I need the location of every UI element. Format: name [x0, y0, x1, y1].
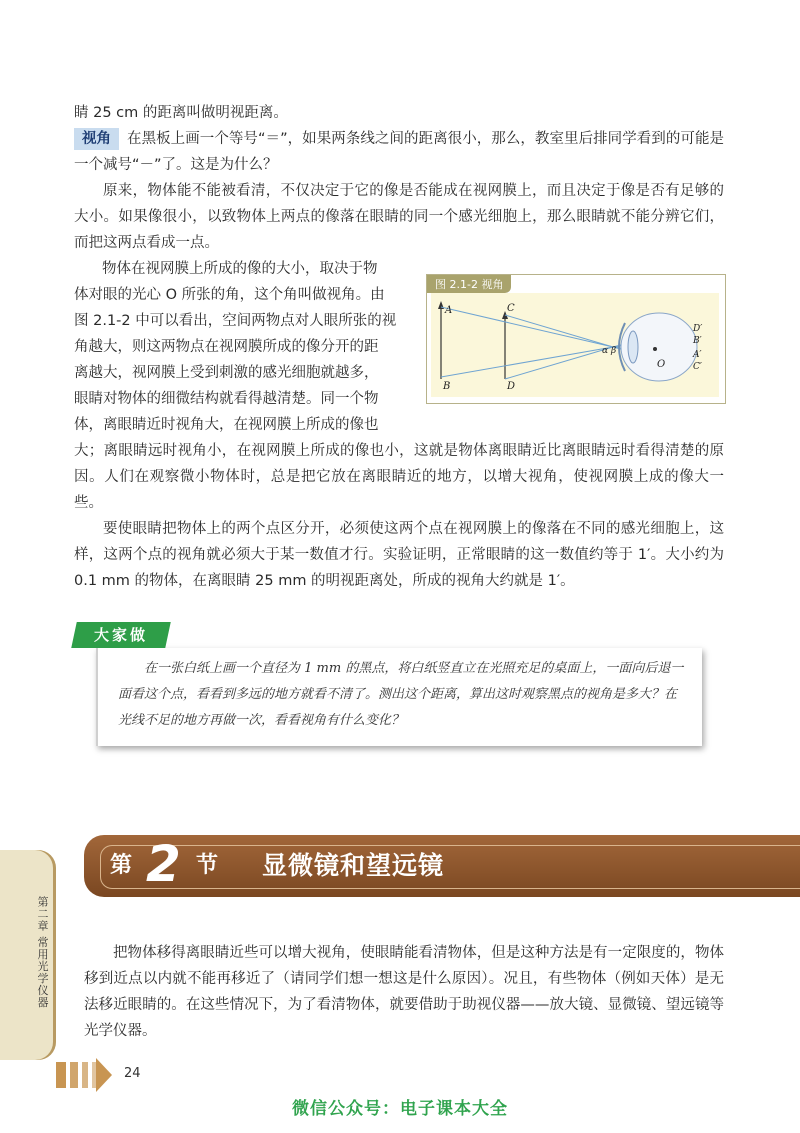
para2-line: 离越大，视网膜上受到刺激的感光细胞就越多， — [74, 365, 379, 381]
label-C: C — [507, 303, 515, 314]
para2-line: 角越大，则这两物点在视网膜所成的像分开的距 — [74, 339, 379, 355]
section-intro: 把物体移得离眼睛近些可以增大视角，使眼睛能看清物体，但是这种方法是有一定限度的，物体移到近点以内就不能再移近了（请同学们想一想这是什么原因）。况且，有些物体（例如天体）是无法移近眼睛的。在这些情况下，为了看清物体，就要借助于助视仪器——放大镜、显微镜、望远镜等光学仪器。 — [84, 945, 724, 1039]
paragraph-2-tail: 大；离眼睛远时视角小，在视网膜上所成的像也小，这就是物体离眼睛近比离眼睛远时看得清楚的原因。人们在观察微小物体时，总是把它放在离眼睛近的地方，以增大视角，使视网膜上成的像大一些。 — [74, 443, 724, 511]
paragraph-1: 原来，物体能不能被看清，不仅决定于它的像是否能成在视网膜上，而且决定于像是否有足够的大小。如果像很小，以致物体上两点的像落在眼睛的同一个感光细胞上，那么眼睛就不能分辨它们，而把这两点看成一点。 — [74, 183, 724, 251]
page-arrow-icon — [96, 1058, 112, 1092]
top-line: 睛 25 cm 的距离叫做明视距离。 — [74, 105, 288, 121]
section-jie: 节 — [196, 853, 219, 878]
para2-line: 体，离眼睛近时视角大，在视网膜上所成的像也 — [74, 417, 379, 433]
term-text: 在黑板上画一个等号“＝”，如果两条线之间的距离很小，那么，教室里后排同学看到的可能是一个减号“－”了。这是为什么？ — [74, 131, 724, 173]
activity-text: 在一张白纸上画一个直径为 1 mm 的黑点，将白纸竖直立在光照充足的桌面上，一面向后退一面看这个点，看看到多远的地方就看不清了。测出这个距离，算出这时观察黑点的视角是多大？在光线不足的地方再做一次，看看视角有什么变化？ — [118, 661, 684, 728]
para2-line: 物体在视网膜上所成的像的大小，取决于物 — [102, 261, 378, 277]
label-Dp: D′ — [693, 324, 703, 334]
label-Bp: B′ — [693, 336, 702, 346]
label-beta: β — [611, 346, 617, 356]
term-paragraph — [74, 126, 724, 178]
chapter-side-text: 第二章 常用光学仪器 — [36, 896, 49, 1009]
term-label: 视角 — [74, 128, 119, 150]
label-A: A — [445, 305, 453, 316]
label-Cp: C′ — [693, 362, 702, 372]
para2-line: 眼睛对物体的细微结构就看得越清楚。同一个物 — [74, 391, 379, 407]
figure-label: 图 2.1-2 视角 — [427, 275, 511, 293]
para2-line: 图 2.1-2 中可以看出，空间两物点对人眼所张的视 — [74, 313, 397, 329]
section-di: 第 — [110, 853, 133, 878]
label-Ap: A′ — [693, 350, 702, 360]
para2-line: 体对眼的光心 O 所张的角，这个角叫做视角。由 — [74, 287, 385, 303]
label-B: B — [443, 381, 451, 392]
figure-diagram — [427, 275, 725, 403]
figure-visual-angle — [426, 274, 726, 404]
page-number: 24 — [124, 1066, 141, 1081]
activity-tag: 大家做 — [71, 622, 171, 648]
section-title: 显微镜和望远镜 — [262, 851, 445, 880]
label-O: O — [657, 359, 666, 370]
paragraph-3: 要使眼睛把物体上的两个点区分开，必须使这两个点在视网膜上的像落在不同的感光细胞上，这样，这两个点的视角就必须大于某一数值才行。实验证明，正常眼睛的这一数值约等于 1′。大小约为 0.1 mm 的物体，在离眼睛 25 mm 的明视距离处，所成的视角大约就是 1′。 — [74, 521, 724, 589]
label-D: D — [507, 381, 516, 392]
label-alpha: α — [602, 346, 609, 356]
footer-watermark: 微信公众号：电子课本大全 — [292, 1099, 508, 1119]
section-number: 2 — [146, 835, 181, 893]
